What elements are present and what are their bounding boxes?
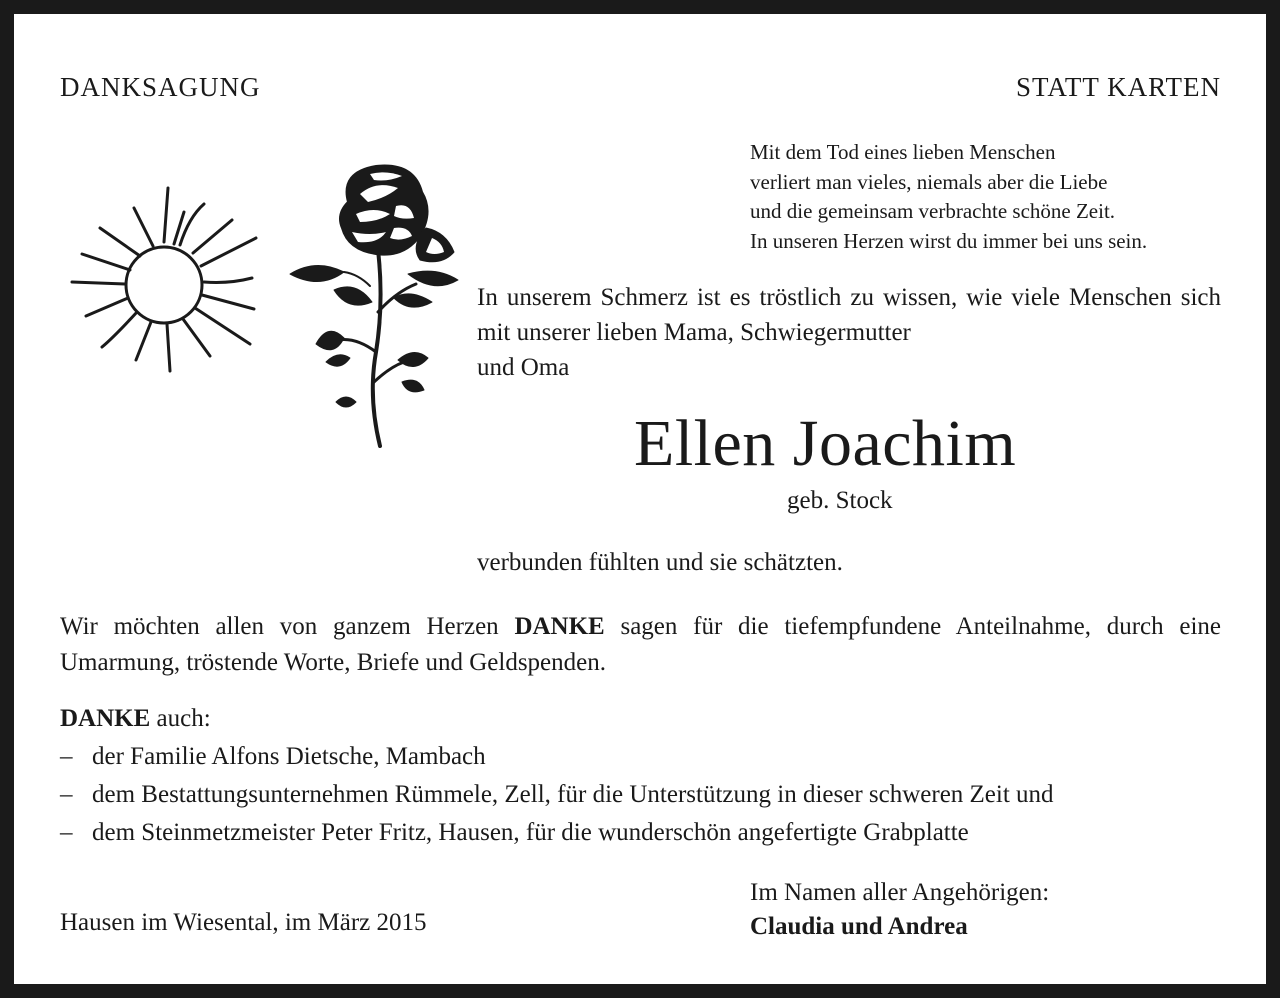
thanks-list-section — [60, 700, 1054, 852]
bullet-dash: – — [60, 781, 73, 808]
header-left-title: DANKSAGUNG — [60, 72, 261, 102]
intro-text: In unserem Schmerz ist es tröstlich zu wissen, wie viele Menschen sich mit unserer lieben Mama, Schwiegermutter — [477, 284, 1221, 346]
thanks-paragraph — [60, 609, 1221, 681]
thanks-emphasis: DANKE — [514, 613, 605, 640]
thanks-list-heading — [60, 700, 1054, 738]
signature-names-text: Claudia und Andrea — [750, 913, 968, 940]
thanks-heading-bold: DANKE — [60, 705, 151, 732]
birth-name: geb. Stock — [787, 487, 893, 514]
thanks-text-after: sagen für die tiefempfundene Anteilnahme, durch eine Umarmung, tröstende Worte, Briefe und Geldspenden. — [60, 613, 1222, 676]
intro-text-end: und Oma — [477, 354, 570, 381]
intro-continuation: verbunden fühlten und sie schätzten. — [477, 549, 843, 576]
rose-icon — [286, 162, 466, 452]
intro-paragraph — [477, 280, 1221, 385]
quote-line: verliert man vieles, niemals aber die Liebe — [750, 169, 1108, 194]
quote-line: In unseren Herzen wirst du immer bei uns sein. — [750, 228, 1148, 253]
signature-names — [750, 910, 1049, 944]
list-item-text: dem Steinmetzmeister Peter Fritz, Hausen, für die wunderschön angefertigte Grabplatte — [92, 819, 969, 846]
list-item — [60, 776, 1054, 814]
list-item-text: der Familie Alfons Dietsche, Mambach — [92, 743, 486, 770]
obituary-card — [14, 14, 1266, 984]
signature-intro: Im Namen aller Angehörigen: — [750, 879, 1050, 906]
list-item — [60, 738, 1054, 776]
header-right-title: STATT KARTEN — [1016, 72, 1221, 102]
location-date: Hausen im Wiesental, im März 2015 — [60, 909, 427, 936]
thanks-list — [60, 738, 1054, 852]
quote-line: Mit dem Tod eines lieben Menschen — [750, 140, 1056, 164]
quote-line: und die gemeinsam verbrachte schöne Zeit. — [750, 199, 1116, 223]
memorial-quote — [750, 138, 1147, 256]
list-item — [60, 814, 1054, 852]
list-item-text: dem Bestattungsunternehmen Rümmele, Zell, für die Unterstützung in dieser schweren Zeit und — [92, 781, 1054, 808]
signature-block — [750, 876, 1049, 944]
bullet-dash: – — [60, 819, 73, 846]
deceased-name: Ellen Joachim — [634, 407, 1017, 480]
thanks-text-before: Wir möchten allen von ganzem Herzen — [60, 613, 499, 640]
thanks-heading-rest: auch: — [150, 705, 211, 732]
sun-icon — [64, 182, 264, 382]
bullet-dash: – — [60, 743, 73, 770]
